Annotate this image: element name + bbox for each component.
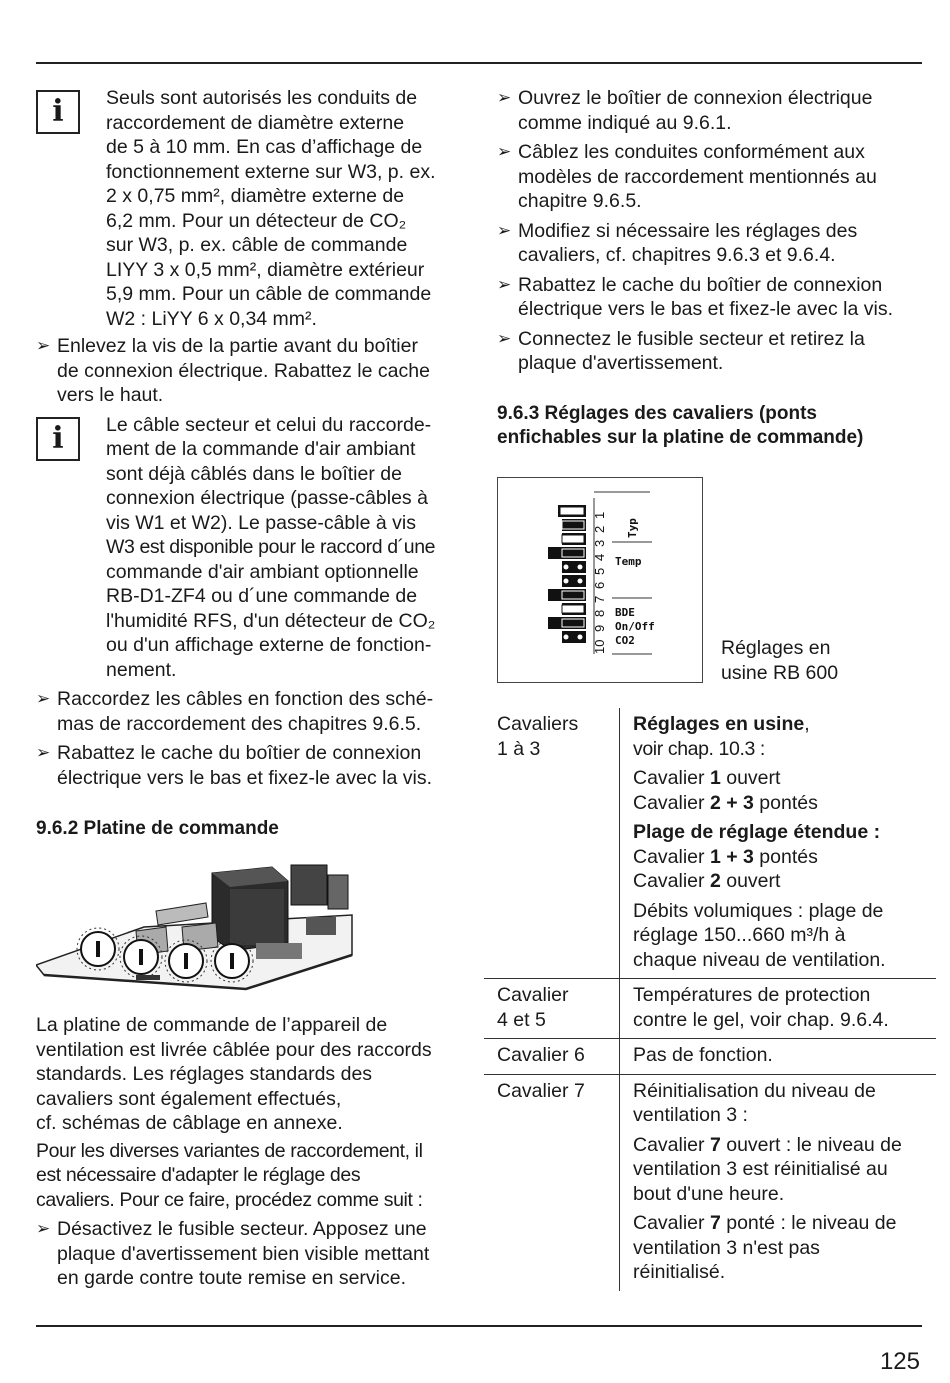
bottom-rule	[36, 1325, 922, 1327]
text: Cavalier	[633, 1212, 710, 1234]
text: ouvert	[720, 870, 781, 892]
arrow-bullet-icon: ➢	[497, 220, 512, 240]
text-line: plaque d'avertissement.	[518, 352, 724, 374]
text: ,	[804, 713, 810, 735]
info-note-1	[36, 86, 466, 331]
text-line: électrique vers le bas et fixez-le avec la vis.	[518, 298, 893, 320]
bold-text: 2 + 3	[709, 791, 754, 814]
text-line: Raccordez les câbles en fonction des sché-	[57, 688, 434, 710]
top-rule	[36, 62, 922, 64]
text: pontés	[753, 791, 818, 814]
table-row	[484, 979, 936, 1039]
text-line: ventilation est livrée câblée pour des raccords	[36, 1038, 432, 1061]
text-line: cavaliers, cf. chapitres 9.6.3 et 9.6.4.	[518, 244, 836, 266]
text-line: Rabattez le cache du boîtier de connexion	[518, 273, 883, 296]
jumper-label-temp: Temp	[615, 555, 642, 568]
caption-line: Réglages en	[721, 637, 831, 659]
text-line: Désactivez le fusible secteur. Apposez une	[57, 1218, 427, 1240]
text: ventilation 3 :	[633, 1104, 748, 1126]
text-line: 5,9 mm. Pour un câble de commande	[106, 283, 432, 305]
arrow-bullet-icon: ➢	[36, 689, 51, 708]
text-line: LIYY 3 x 0,5 mm², diamètre extérieur	[106, 258, 425, 281]
section-heading-9-6-2: 9.6.2 Platine de commande	[36, 818, 279, 839]
text-line: plaque d'avertissement bien visible mettant	[57, 1242, 430, 1265]
bold-text: 7	[709, 1133, 721, 1156]
jumper-bridged-line	[633, 1211, 936, 1285]
text: ventilation 3 n'est pas	[633, 1236, 820, 1259]
text-line: Seuls sont autorisés les conduits de	[106, 87, 418, 109]
text-line: cf. schémas de câblage en annexe.	[36, 1112, 343, 1134]
text-line: Enlevez la vis de la partie avant du boîtier	[57, 335, 418, 357]
jumper-number: 9	[592, 624, 607, 632]
text-line: vis W1 et W2). Le passe-câble à vis	[106, 511, 416, 534]
text-line: modèles de raccordement mentionnés au	[518, 165, 877, 188]
row-content	[619, 1075, 936, 1291]
text-line: Rabattez le cache du boîtier de connexion	[57, 742, 422, 764]
text-line: raccordement de diamètre externe	[106, 111, 405, 134]
bullet-fold-cover	[36, 741, 466, 790]
text-line	[633, 1079, 936, 1128]
row-content	[619, 1039, 936, 1074]
text-line: cavaliers. Pour ce faire, procédez comme suit :	[36, 1188, 423, 1211]
text: pontés	[753, 845, 818, 868]
text-line: 2 x 0,75 mm², diamètre externe de	[106, 185, 405, 207]
bullet-disable-fuse	[36, 1217, 466, 1291]
text-line: électrique vers le bas et fixez-le avec la vis.	[57, 766, 432, 789]
jumper-label-bde: BDE	[615, 606, 635, 619]
row-label	[497, 1043, 615, 1068]
text: bout d'une heure.	[633, 1182, 785, 1205]
extended-range-line	[633, 820, 936, 894]
row-label	[497, 1079, 615, 1104]
text-line: Ouvrez le boîtier de connexion électrique	[518, 87, 873, 109]
arrow-bullet-icon: ➢	[36, 743, 51, 762]
text: Cavalier	[633, 845, 710, 868]
arrow-bullet-icon: ➢	[36, 336, 51, 355]
info-note-2	[36, 413, 466, 683]
label-line: 4 et 5	[497, 1008, 546, 1031]
bullet-fold-cover-right	[497, 273, 927, 322]
text-line: connexion électrique (passe-câbles à	[106, 487, 428, 509]
arrow-bullet-icon: ➢	[497, 88, 512, 107]
jumper-number: 7	[592, 595, 607, 603]
text: voir chap. 10.3 :	[633, 737, 765, 760]
text-line: chapitre 9.6.5.	[518, 190, 642, 212]
factory-setting-line	[633, 712, 936, 761]
text: Cavalier	[633, 767, 710, 789]
section-heading-9-6-3	[497, 402, 927, 450]
bold-text: Réglages en usine	[633, 713, 805, 735]
text-line: W3 est disponible pour le raccord d´une	[106, 536, 436, 558]
jumper-diagram-svg	[498, 478, 701, 681]
jumper-number: 5	[592, 567, 607, 575]
bullet-connect-cables	[36, 687, 466, 736]
left-column	[36, 86, 466, 1296]
label-line: Cavalier	[497, 984, 569, 1006]
label-line: 1 à 3	[497, 737, 541, 760]
jumper-number: 4	[592, 553, 607, 561]
text-line: comme indiqué au 9.6.1.	[518, 111, 732, 134]
text-line: Modifiez si nécessaire les réglages des	[518, 219, 858, 242]
bold-text: Plage de réglage étendue :	[633, 821, 881, 843]
arrow-bullet-icon: ➢	[497, 328, 512, 348]
table-row	[484, 708, 936, 979]
text-line: ou d'un affichage externe de fonction-	[106, 634, 432, 656]
bold-text: 1	[709, 767, 721, 789]
jumper-label-co2: CO2	[615, 634, 635, 647]
text: ponté : le niveau de	[720, 1212, 897, 1234]
text: chaque niveau de ventilation.	[633, 948, 886, 971]
row-label	[497, 712, 615, 761]
text: Réinitialisation du niveau de	[633, 1079, 876, 1102]
label-line: Cavalier 7	[497, 1079, 585, 1102]
text-line: standards. Les réglages standards des	[36, 1063, 373, 1085]
jumper-label-onoff: On/Off	[615, 620, 655, 633]
text-line: Le câble secteur et celui du raccorde-	[106, 413, 432, 436]
text: Cavalier	[633, 870, 710, 892]
right-column	[497, 86, 927, 450]
diagram-caption	[721, 636, 921, 685]
caption-line: usine RB 600	[721, 661, 839, 684]
control-board-illustration	[36, 847, 356, 995]
jumper-state-line	[633, 766, 936, 815]
row-content	[619, 979, 936, 1038]
text-line: en garde contre toute remise en service.	[57, 1267, 407, 1289]
text: contre le gel, voir chap. 9.6.4.	[633, 1008, 889, 1031]
text-line: est nécessaire d'adapter le réglage des	[36, 1164, 361, 1186]
text-line: de connexion électrique. Rabattez le cache	[57, 359, 430, 382]
bullet-open-box	[497, 86, 927, 135]
text: Températures de protection	[633, 984, 871, 1006]
text-line: La platine de commande de l’appareil de	[36, 1014, 388, 1036]
label-line: Cavalier 6	[497, 1044, 585, 1066]
text: réglage 150...660 m³/h à	[633, 924, 846, 946]
text-line: Pas de fonction.	[633, 1044, 773, 1066]
arrow-bullet-icon: ➢	[36, 1219, 51, 1238]
text-line	[633, 983, 936, 1032]
jumper-pins	[548, 505, 586, 643]
info-icon: i	[36, 417, 80, 461]
bullet-connect-fuse	[497, 327, 927, 376]
text-line: fonctionnement externe sur W3, p. ex.	[106, 160, 436, 183]
bullet-wire-conduits	[497, 140, 927, 214]
text-line: 6,2 mm. Pour un détecteur de CO₂	[106, 209, 407, 232]
jumper-settings-table	[484, 708, 936, 1291]
jumper-number: 2	[592, 525, 607, 533]
text: réinitialisé.	[633, 1261, 726, 1283]
text-line: ment de la commande d'air ambiant	[106, 438, 416, 460]
text-line: sur W3, p. ex. câble de commande	[106, 234, 408, 256]
table-row	[484, 1039, 936, 1075]
row-label	[497, 983, 615, 1032]
jumper-number: 8	[592, 609, 607, 617]
heading-line: 9.6.3 Réglages des cavaliers (ponts	[497, 402, 817, 424]
jumper-number: 6	[592, 581, 607, 589]
row-content	[619, 708, 936, 978]
text: Cavalier	[633, 1133, 710, 1156]
info-icon: i	[36, 90, 80, 134]
bullet-remove-screw	[36, 334, 466, 408]
text: Débits volumiques : plage de	[633, 899, 884, 922]
flow-range-line	[633, 899, 936, 973]
bullet-modify-jumpers	[497, 219, 927, 268]
text-line: cavaliers sont également effectués,	[36, 1087, 342, 1110]
text-line: nement.	[106, 658, 177, 681]
label-line: Cavaliers	[497, 713, 579, 735]
text-line: commande d'air ambiant optionnelle	[106, 560, 419, 583]
text-line: l'humidité RFS, d'un détecteur de CO₂	[106, 609, 436, 632]
text-line: vers le haut.	[57, 384, 164, 406]
text: Cavalier	[633, 791, 710, 814]
paragraph-board-info	[36, 1013, 466, 1136]
table-row	[484, 1075, 936, 1291]
text-line: Pour les diverses variantes de raccordement, il	[36, 1139, 423, 1162]
bold-text: 1 + 3	[709, 845, 754, 868]
text-line: sont déjà câblés dans le boîtier de	[106, 462, 402, 485]
bold-text: 7	[709, 1212, 721, 1234]
heading-line: enfichables sur la platine de commande)	[497, 426, 864, 448]
arrow-bullet-icon: ➢	[497, 274, 512, 294]
jumper-diagram	[497, 477, 703, 683]
jumper-number: 3	[592, 539, 607, 547]
text: ouvert	[720, 767, 781, 789]
paragraph-variants	[36, 1139, 466, 1213]
jumper-number: 10	[592, 639, 607, 654]
arrow-bullet-icon: ➢	[497, 142, 512, 161]
text-line: Connectez le fusible secteur et retirez la	[518, 327, 865, 350]
text-line: Câblez les conduites conformément aux	[518, 141, 865, 163]
text-line: de 5 à 10 mm. En cas d’affichage de	[106, 136, 423, 158]
jumper-label-typ: Typ	[626, 518, 639, 538]
jumper-number: 1	[592, 511, 607, 519]
text-line: W2 : LiYY 6 x 0,34 mm².	[106, 307, 317, 330]
text-line: mas de raccordement des chapitres 9.6.5.	[57, 712, 422, 735]
text: ventilation 3 est réinitialisé au	[633, 1158, 888, 1180]
bold-text: 2	[709, 870, 721, 892]
text: ouvert : le niveau de	[720, 1133, 902, 1156]
jumper-open-line	[633, 1133, 936, 1207]
page-number: 125	[879, 1348, 920, 1375]
text-line: RB-D1-ZF4 ou d´une commande de	[106, 585, 418, 607]
